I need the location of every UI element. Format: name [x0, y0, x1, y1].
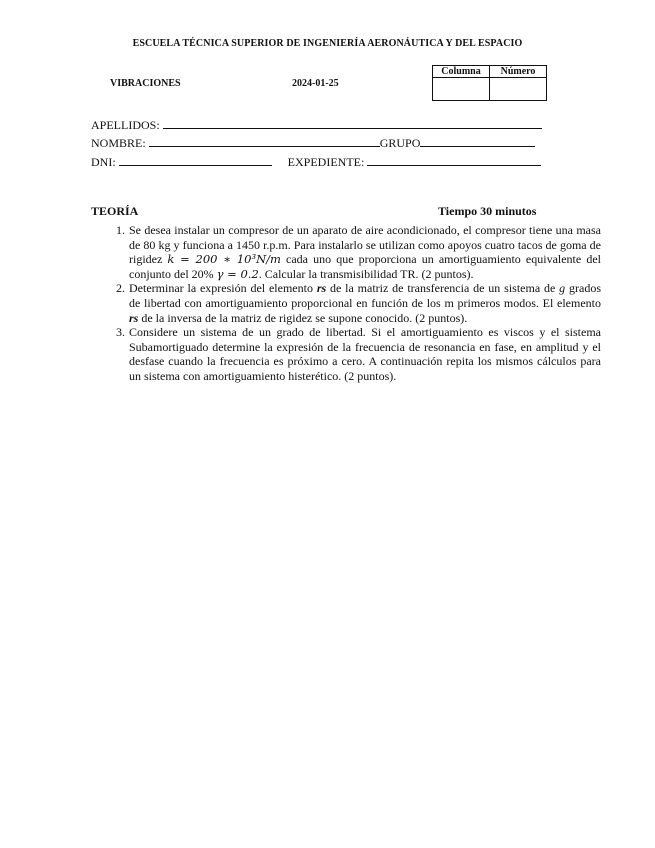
apellidos-label: APELLIDOS: [91, 118, 160, 132]
question-3 [128, 325, 601, 383]
nombre-line[interactable] [149, 135, 380, 147]
school-name: ESCUELA TÉCNICA SUPERIOR DE INGENIERÍA AERONÁUTICA Y DEL ESPACIO [132, 38, 523, 49]
column-number-box [432, 65, 547, 101]
nombre-row [91, 135, 535, 150]
exam-date: 2024-01-25 [292, 78, 339, 89]
question-1-text-b: cada uno que proporciona un amortiguamiento equivalente del conjunto del 20% [129, 252, 601, 281]
grupo-label: GRUPO [379, 136, 421, 150]
question-2-text-b: de la matriz de transferencia de un sistema de [326, 281, 560, 296]
question-1-text-a: Se desea instalar un compresor de un aparato de aire acondicionado, el compresor tiene una masa de 80 kg y funciona a 1450 r.p.m. Para instalarlo se utilizan como apoyos cuatro tacos de goma de rigidez [129, 223, 601, 267]
column-cell[interactable] [433, 78, 490, 101]
expediente-label: EXPEDIENTE: [287, 155, 365, 169]
damping-formula: γ = 0.2 [216, 266, 259, 281]
element-rs: rs [316, 281, 327, 296]
question-1 [128, 223, 601, 281]
question-2 [128, 281, 601, 325]
stiffness-formula: k = 200 ∗ 10³N/m [167, 252, 281, 267]
question-list [91, 223, 601, 384]
dni-line[interactable] [119, 154, 272, 166]
grupo-line[interactable] [420, 135, 535, 147]
subject-name: VIBRACIONES [110, 78, 181, 89]
number-header: Número [490, 66, 547, 78]
time-limit: Tiempo 30 minutos [438, 204, 537, 218]
dni-label: DNI: [91, 155, 116, 169]
question-3-text: Considere un sistema de un grado de libertad. Si el amortiguamiento es viscos y el sistema Subamortiguado determine la expresión de la frecuencia de resonancia en fase, en amplitud y el desfase cuando la frecuencia es próximo a cero. A continuación repita los mismos cálculos para un sistema con amortiguamiento histerético. (2 puntos). [129, 325, 601, 383]
nombre-label: NOMBRE: [91, 136, 146, 150]
expediente-line[interactable] [367, 154, 541, 166]
apellidos-line[interactable] [163, 117, 542, 129]
question-2-text-a: Determinar la expresión del elemento [129, 281, 317, 296]
element-rs-inverse: rs [129, 310, 139, 325]
dni-row [91, 154, 541, 169]
column-header: Columna [433, 66, 490, 78]
number-cell[interactable] [490, 78, 547, 101]
question-2-text-c: grados de libertad con amortiguamiento proporcional en función de los m primeros modos. El elemento [129, 281, 601, 310]
section-title: TEORÍA [91, 204, 139, 218]
question-1-text-c: . Calcular la transmisibilidad TR. (2 puntos). [258, 266, 474, 281]
apellidos-row [91, 117, 542, 132]
question-2-text-d: de la inversa de la matriz de rigidez se supone conocido. (2 puntos). [138, 310, 468, 325]
degrees-g: g [559, 281, 566, 296]
